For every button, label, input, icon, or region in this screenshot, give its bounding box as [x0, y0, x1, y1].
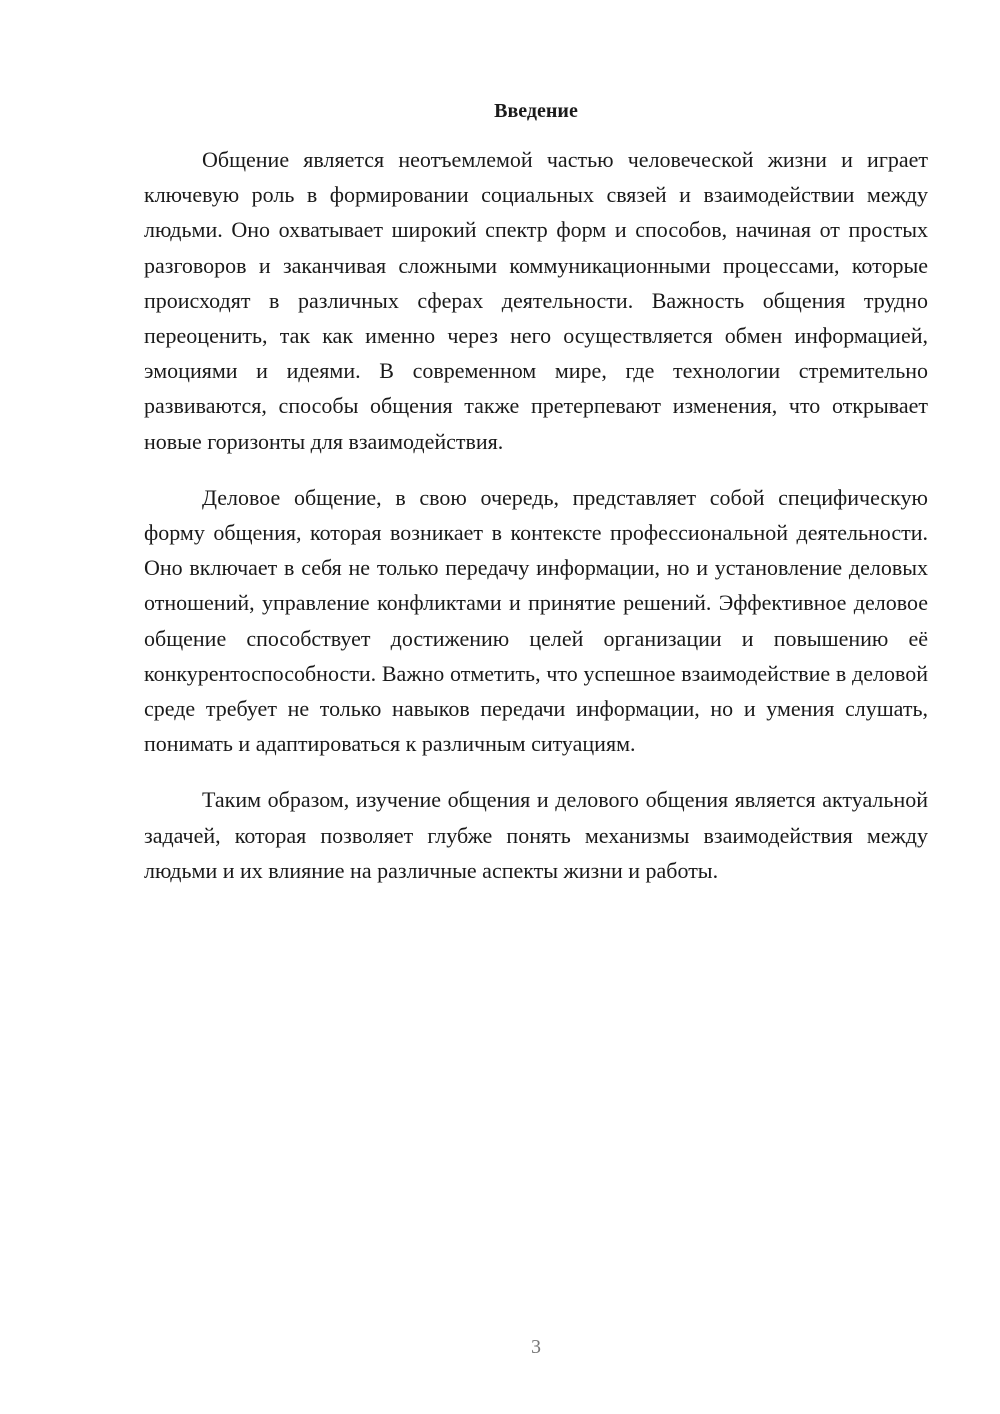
- page-number: 3: [531, 1336, 541, 1358]
- paragraph-3: Таким образом, изучение общения и делового общения является актуальной задачей, которая позволяет глубже понять механизмы взаимодействия между людьми и их влияние на различные аспекты жизни и работы.: [144, 787, 928, 883]
- paragraph-1: Общение является неотъемлемой частью человеческой жизни и играет ключевую роль в формировании социальных связей и взаимодействии между людьми. Оно охватывает широкий спектр форм и способов, начиная от простых разговоров и заканчивая сложными коммуникационными процессами, которые происходят в различных сферах деятельности. Важность общения трудно переоценить, так как именно через него осуществляется обмен информацией, эмоциями и идеями. В современном мире, где технологии стремительно развиваются, способы общения также претерпевают изменения, что открывает новые горизонты для взаимодействия.: [144, 147, 928, 454]
- body-text: [144, 142, 928, 909]
- page-title: Введение: [494, 100, 578, 122]
- paragraph-2: Деловое общение, в свою очередь, представляет собой специфическую форму общения, которая возникает в контексте профессиональной деятельности. Оно включает в себя не только передачу информации, но и установление деловых отношений, управление конфликтами и принятие решений. Эффективное деловое общение способствует достижению целей организации и повышению её конкурентоспособности. Важно отметить, что успешное взаимодействие в деловой среде требует не только навыков передачи информации, но и умения слушать, понимать и адаптироваться к различным ситуациям.: [144, 484, 928, 757]
